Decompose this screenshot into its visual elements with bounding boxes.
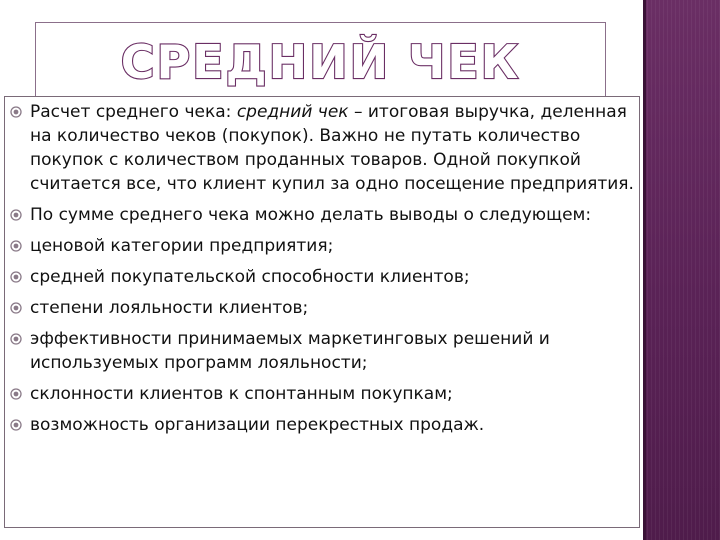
bullet-item-price-category bbox=[10, 234, 636, 258]
bullet-lead: Расчет среднего чека: bbox=[30, 102, 237, 122]
bullet-list bbox=[10, 100, 636, 444]
sidebar-texture bbox=[643, 0, 720, 540]
sidebar-edge bbox=[643, 0, 646, 540]
circled-dot-icon bbox=[10, 271, 22, 283]
circled-dot-icon bbox=[10, 209, 22, 221]
circled-dot-icon bbox=[10, 419, 22, 431]
slide-title: СРЕДНИЙ ЧЕК bbox=[120, 35, 521, 89]
bullet-term: средний чек bbox=[236, 102, 349, 122]
circled-dot-icon bbox=[10, 106, 22, 118]
bullet-item-loyalty bbox=[10, 296, 636, 320]
bullet-item-cross-selling bbox=[10, 413, 636, 437]
decorative-sidebar bbox=[643, 0, 720, 540]
circled-dot-icon bbox=[10, 302, 22, 314]
bullet-text: – итоговая выручка, деленная на количество чеков (покупок). Важно не путать количество покупок с количеством проданных товаров. Одной покупкой считается все, что клиент купил за одно посещение предприятия. bbox=[30, 102, 634, 194]
bullet-text: средней покупательской способности клиентов; bbox=[30, 267, 470, 287]
bullet-item-marketing-efficiency bbox=[10, 327, 636, 375]
bullet-text: эффективности принимаемых маркетинговых решений и используемых программ лояльности; bbox=[30, 329, 550, 373]
bullet-text: По сумме среднего чека можно делать выводы о следующем: bbox=[30, 205, 592, 225]
bullet-text: степени лояльности клиентов; bbox=[30, 298, 309, 318]
bullet-item-definition bbox=[10, 100, 636, 196]
circled-dot-icon bbox=[10, 333, 22, 345]
bullet-item-impulse-buying bbox=[10, 382, 636, 406]
bullet-text: возможность организации перекрестных продаж. bbox=[30, 415, 485, 435]
circled-dot-icon bbox=[10, 388, 22, 400]
circled-dot-icon bbox=[10, 240, 22, 252]
bullet-item-purchasing-power bbox=[10, 265, 636, 289]
bullet-text: ценовой категории предприятия; bbox=[30, 236, 334, 256]
bullet-item-conclusions bbox=[10, 203, 636, 227]
bullet-text: склонности клиентов к спонтанным покупкам; bbox=[30, 384, 453, 404]
